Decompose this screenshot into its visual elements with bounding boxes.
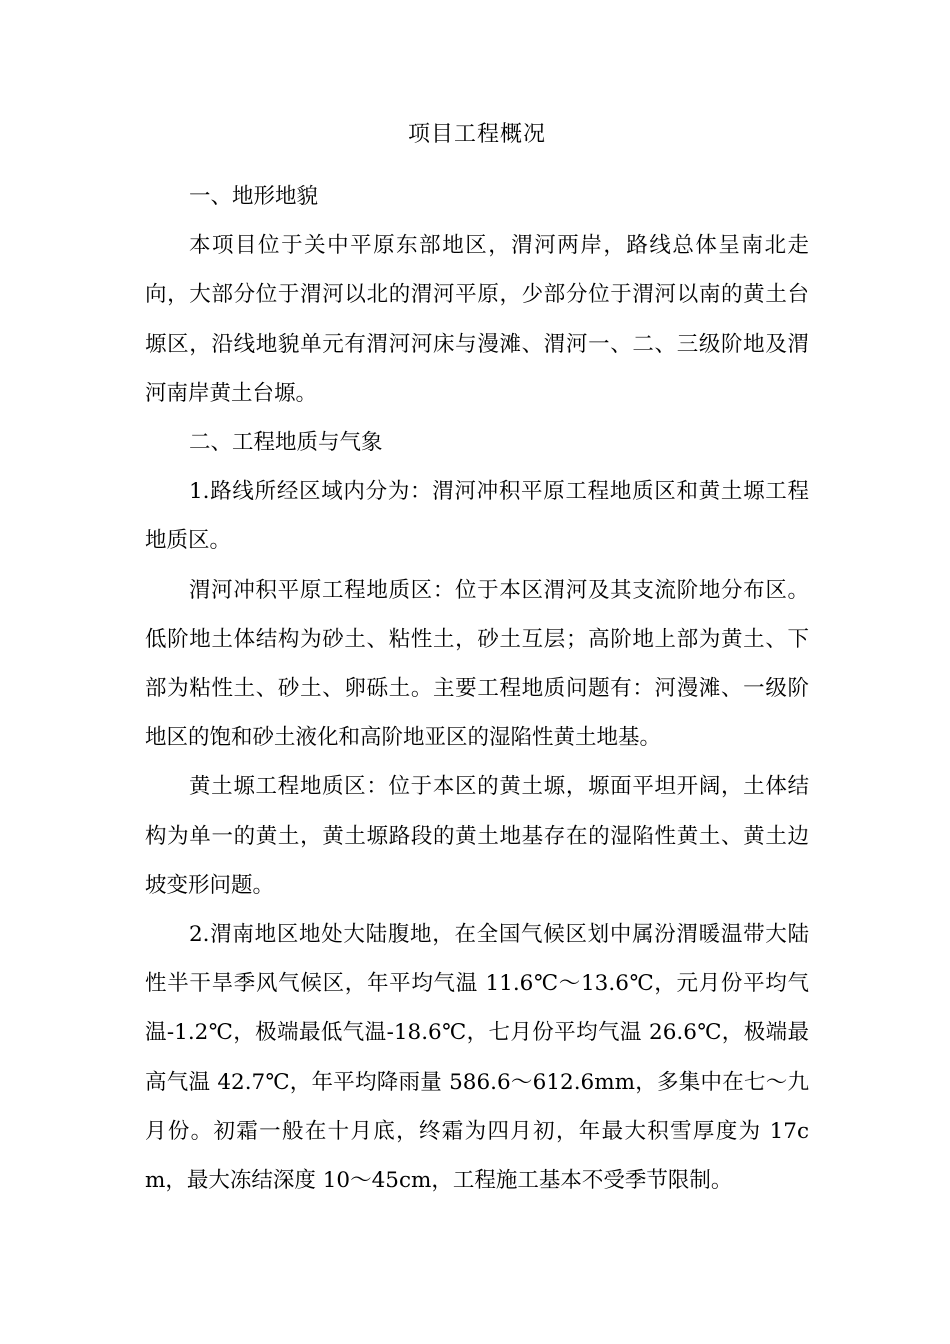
paragraph-alluvial-plain: 渭河冲积平原工程地质区：位于本区渭河及其支流阶地分布区。低阶地土体结构为砂土、粘性土，砂土互层；高阶地上部为黄土、下部为粘性土、砂土、卵砾土。主要工程地质问题有：河漫滩、一级阶地区的饱和砂土液化和高阶地亚区的湿陷性黄土地基。 bbox=[145, 577, 809, 751]
section-heading-geology-climate: 二、工程地质与气象 bbox=[189, 430, 383, 456]
document-page bbox=[145, 112, 809, 1205]
paragraph-terrain: 本项目位于关中平原东部地区，渭河两岸，路线总体呈南北走向，大部分位于渭河以北的渭河平原，少部分位于渭河以南的黄土台塬区，沿线地貌单元有渭河河床与漫滩、渭河一、二、三级阶地及渭河南岸黄土台塬。 bbox=[145, 233, 809, 406]
paragraph-loess-plateau: 黄土塬工程地质区：位于本区的黄土塬，塬面平坦开阔，土体结构为单一的黄土，黄土塬路段的黄土地基存在的湿陷性黄土、黄土边坡变形问题。 bbox=[145, 774, 809, 898]
document-title: 项目工程概况 bbox=[407, 122, 546, 147]
paragraph-geology-regions: 1.路线所经区域内分为：渭河冲积平原工程地质区和黄土塬工程地质区。 bbox=[145, 479, 809, 554]
section-heading-terrain: 一、地形地貌 bbox=[189, 184, 319, 209]
paragraph-climate: 2.渭南地区地处大陆腹地，在全国气候区划中属汾渭暖温带大陆性半干旱季风气候区，年平均气温 11.6℃～13.6℃，元月份平均气温-1.2℃，极端最低气温-18.6℃，七月份平均气温 26.6℃，极端最高气温 42.7℃，年平均降雨量 586.6～612.6mm，多集中在七～九月份。初霜一般在十月底，终霜为四月初，年最大积雪厚度为 17cm，最大冻结深度 10～45cm，工程施工基本不受季节限制。 bbox=[145, 922, 809, 1194]
